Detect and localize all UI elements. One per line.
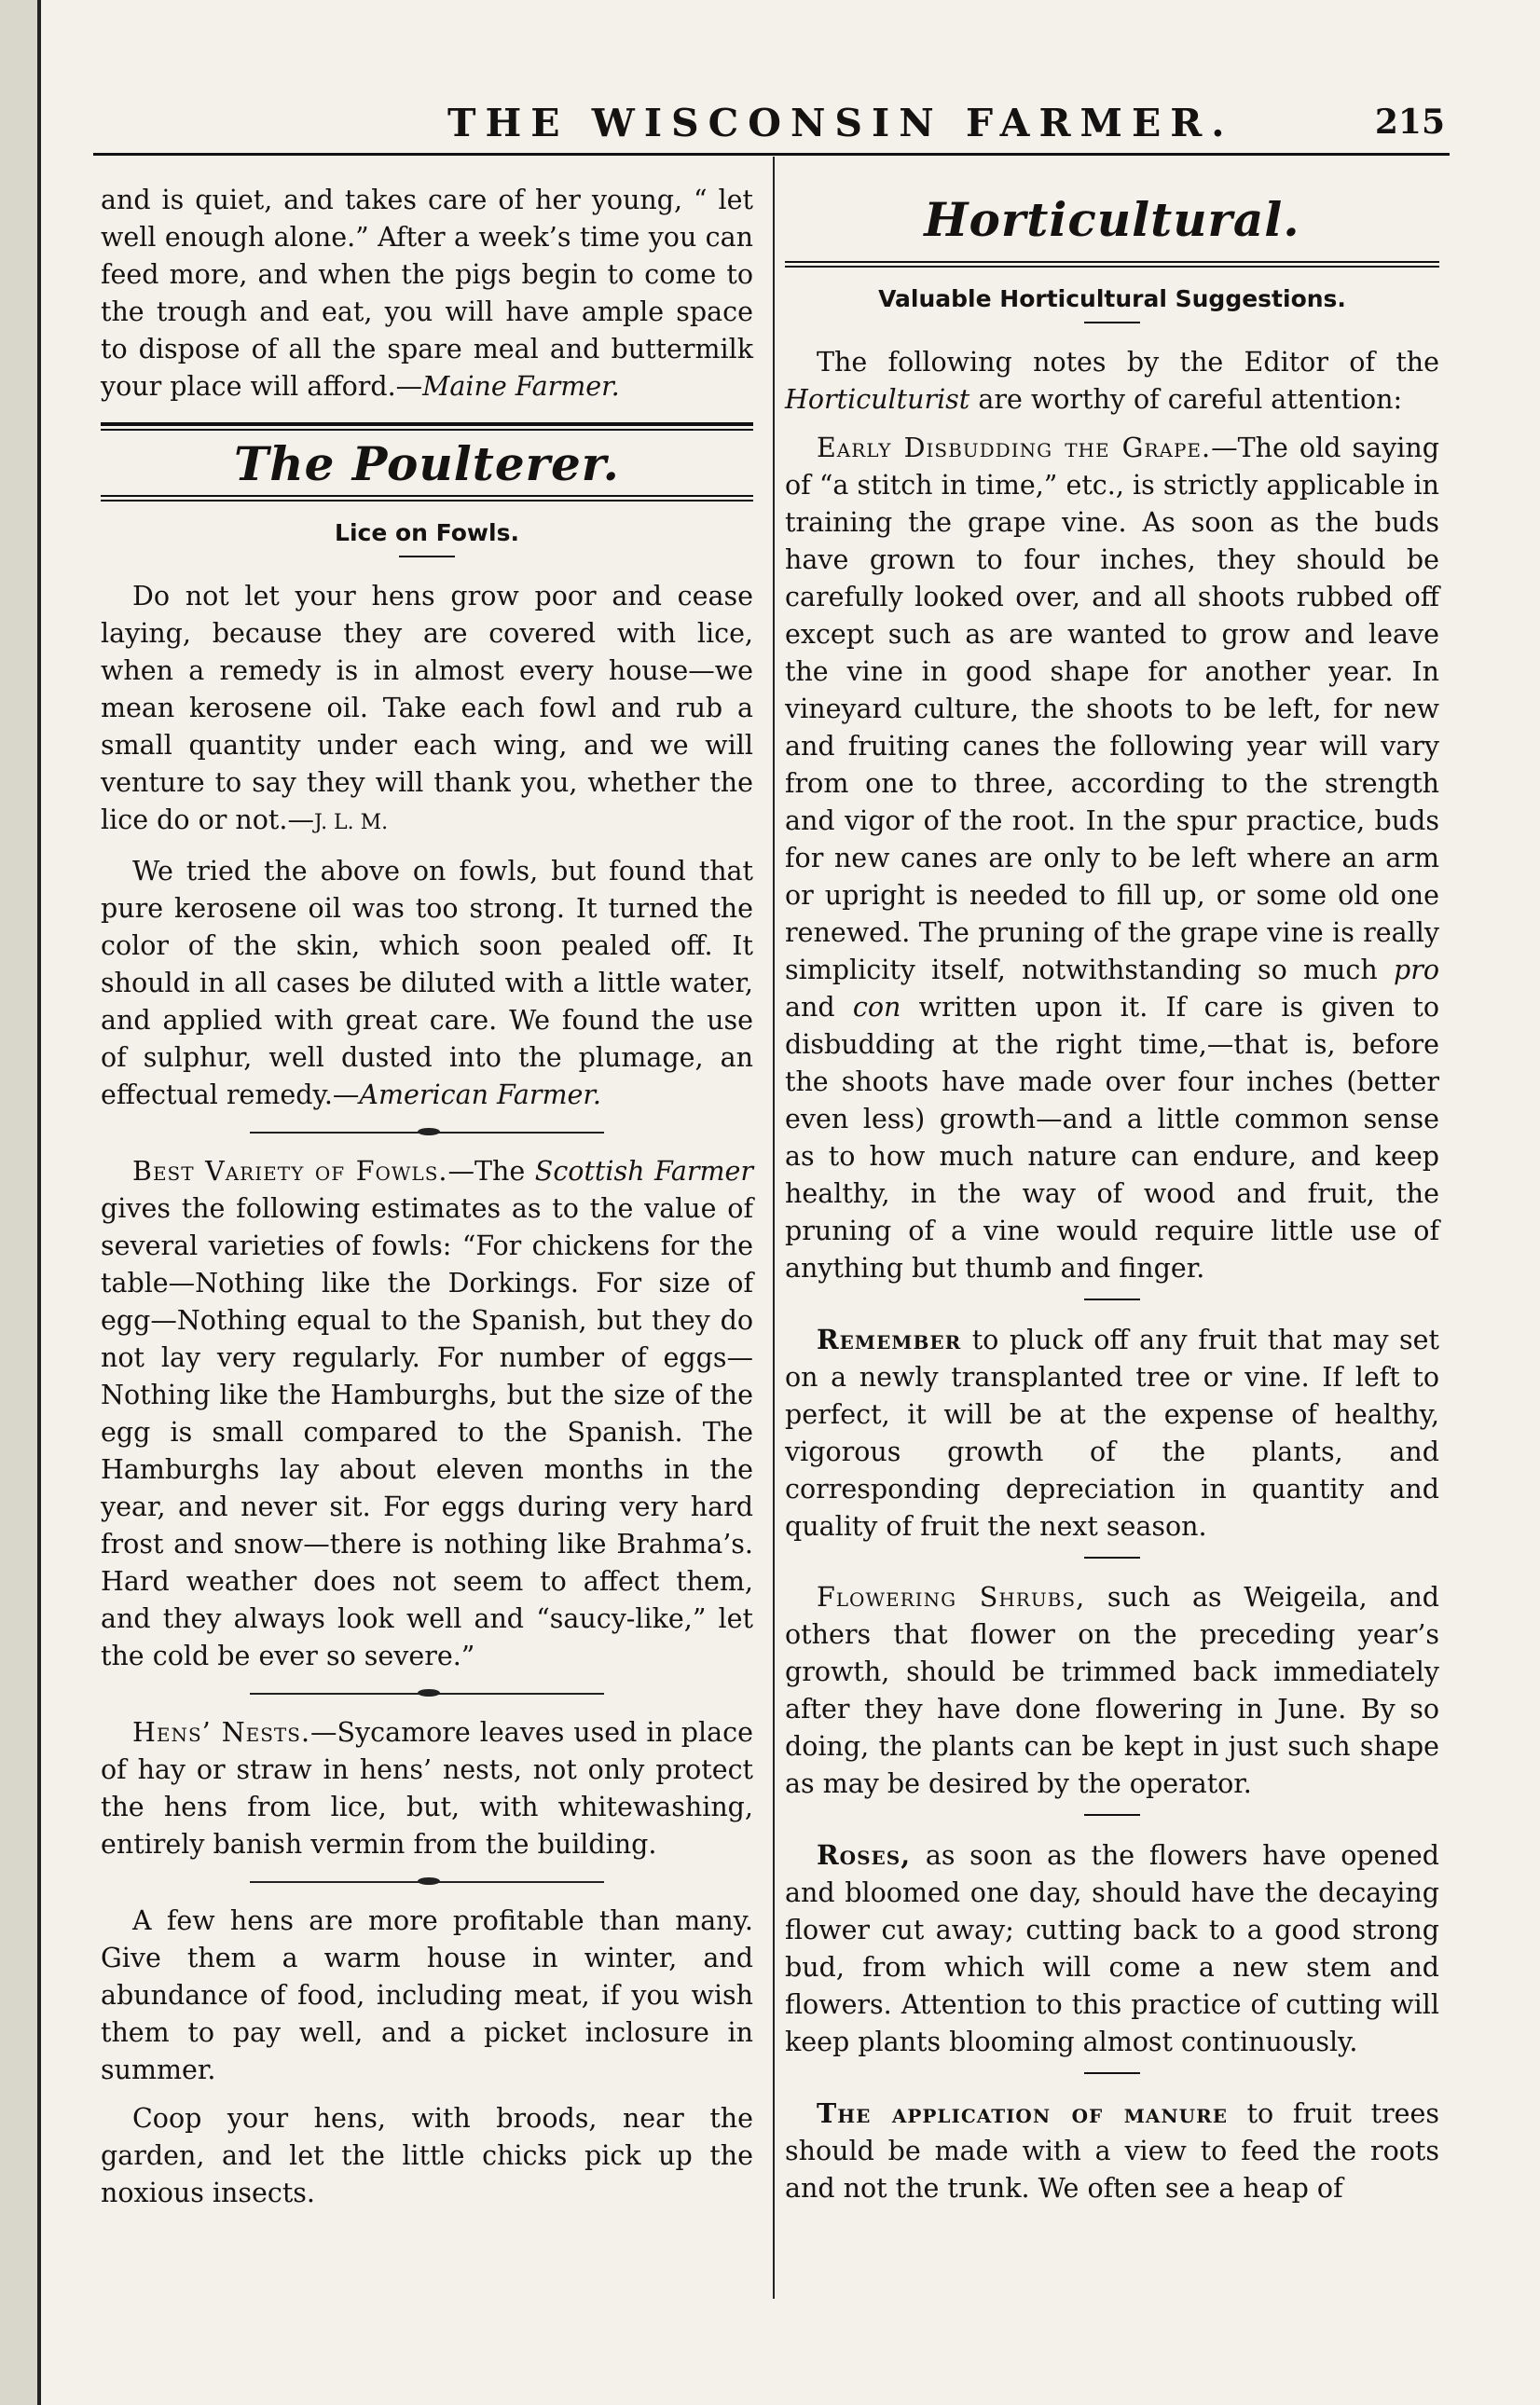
section-rule-thin — [785, 266, 1439, 268]
roses-lead: Roses, — [817, 1839, 912, 1871]
title-rule — [399, 556, 455, 557]
left-column — [101, 182, 753, 2223]
manure-paragraph: The application of manure to fruit trees should be made with a view to feed the roots and not the trunk. We often see a heap of — [785, 2097, 1439, 2204]
section-rule-heavy — [101, 422, 753, 426]
nests-paragraph: Hens’ Nests.—Sycamore leaves used in place of hay or straw in hens’ nests, not only protect the hens from lice, but, with whitewashing, entirely banish vermin from the building. — [101, 1717, 753, 1860]
intro-source: Horticulturist — [785, 384, 970, 415]
department-title-poulterer: The Poulterer. — [234, 436, 620, 491]
varieties-paragraph: Best Variety of Fowls.—The Scottish Farmer gives the following estimates as to the value of several varieties of fowls: “For chickens for the table—Nothing like the Dorkings. For size of egg—Nothing equal to the Spanish, but they do not lay very regularly. For number of eggs—Nothing like the Hamburghs, but the size of the egg is small compared to the Spanish. The Hamburghs lay about eleven months in the year, and never sit. For eggs during very hard frost and snow—there is nothing like Brahma’s. Hard weather does not seem to affect them, and they always look well and “saucy-like,” let the cold be ever so severe.” — [101, 1156, 753, 1671]
right-column — [785, 186, 1439, 2219]
page-header — [93, 101, 1454, 157]
coop-paragraph: Coop your hens, with broods, near the garden, and let the little chicks pick up the noxious insects. — [101, 2103, 753, 2208]
column-divider — [773, 157, 775, 2299]
article-title-lice: Lice on Fowls. — [335, 519, 519, 546]
article-title-horticultural: Valuable Horticultural Suggestions. — [878, 285, 1346, 312]
varieties-lead: Best Variety of Fowls. — [132, 1156, 448, 1187]
continuation-source: Maine Farmer. — [422, 371, 620, 402]
shrubs-paragraph: Flowering Shrubs, such as Weigeila, and others that flower on the preceding year’s growth, should be trimmed back immediately after they have done flowering in June. By so doing, the plants can be kept in just such shape as may be desired by the operator. — [785, 1582, 1439, 1799]
section-rule-thin — [101, 500, 753, 502]
remember-lead: Remember — [817, 1324, 962, 1355]
lice-paragraph-1: Do not let your hens grow poor and cease laying, because they are covered with lice, when a remedy is in almost every house—we mean kerosene oil. Take each fowl and rub a small quantity under each wing, and we will venture to say they will thank you, whether the lice do or not.—J. L. M. — [101, 581, 753, 835]
paragraph-rule — [1084, 1299, 1140, 1300]
roses-paragraph: Roses, as soon as the flowers have opened and bloomed one day, should have the decaying flower cut away; cutting back to a good strong bud, from which will come a new stem and flowers. Attention to this practice of cutting will keep plants blooming almost continuously. — [785, 1839, 1439, 2057]
paragraph-rule — [1084, 1814, 1140, 1816]
ornament-divider — [250, 1127, 604, 1136]
intro-paragraph: The following notes by the Editor of the Horticulturist are worthy of careful attention: — [785, 347, 1439, 415]
section-rule-thin — [785, 261, 1439, 263]
department-title-horticultural: Horticultural. — [924, 192, 1300, 247]
author-credit: J. L. M. — [313, 811, 389, 834]
paragraph-rule — [1084, 2072, 1140, 2074]
section-rule-thin — [101, 429, 753, 431]
nests-lead: Hens’ Nests. — [132, 1717, 311, 1748]
varieties-source: Scottish Farmer — [534, 1156, 753, 1187]
grape-paragraph: Early Disbudding the Grape.—The old saying of “a stitch in time,” etc., is strictly applicable in training the grape vine. As soon as the buds have grown to four inches, they should be carefully looked over, and all shoots rubbed off except such as are wanted to grow and leave the vine in good shape for another year. In vineyard culture, the shoots to be left, for new and fruiting canes the following year will vary from one to three, according to the strength and vigor of the root. In the spur practice, buds for new canes are only to be left where an arm or upright is needed to fill up, or some old one renewed. The pruning of the grape vine is really simplicity itself, notwithstanding so much pro and con written upon it. If care is given to disbudding at the right time,—that is, before the shoots have made over four inches (better even less) growth—and a little common sense as to how much nature can endure, and keep healthy, in the way of wood and fruit, the pruning of a vine would require little use of anything but thumb and finger. — [785, 433, 1439, 1284]
grape-lead: Early Disbudding the Grape. — [817, 433, 1212, 463]
continuation-paragraph: and is quiet, and takes care of her young, “ let well enough alone.” After a week’s time you can feed more, and when the pigs begin to come to the trough and eat, you will have ample space to dispose of all the spare meal and buttermilk your place will afford.—Maine Farmer. — [101, 185, 753, 402]
few-hens-paragraph: A few hens are more profitable than many. Give them a warm house in winter, and abundance of food, including meat, if you wish them to pay well, and a picket inclosure in summer. — [101, 1905, 753, 2085]
section-rule-thin — [101, 495, 753, 497]
paragraph-rule — [1084, 1557, 1140, 1559]
ornament-divider — [250, 1688, 604, 1697]
shrubs-lead: Flowering Shrubs, — [817, 1582, 1086, 1613]
title-rule — [1084, 322, 1140, 323]
remember-paragraph: Remember to pluck off any fruit that may set on a newly transplanted tree or vine. If left to perfect, it will be at the expense of healthy, vigorous growth of the plants, and corresponding depreciation in quantity and quality of fruit the next season. — [785, 1324, 1439, 1542]
lice-paragraph-2: We tried the above on fowls, but found that pure kerosene oil was too strong. It turned the color of the skin, which soon pealed off. It should in all cases be diluted with a little water, and applied with great care. We found the use of sulphur, well dusted into the plumage, an effectual remedy.—American Farmer. — [101, 856, 753, 1110]
header-rule — [93, 153, 1450, 156]
manure-lead: The application of manure — [817, 2097, 1228, 2129]
running-title: THE WISCONSIN FARMER. — [447, 101, 1234, 145]
ornament-divider — [250, 1876, 604, 1886]
source-credit: American Farmer. — [359, 1079, 601, 1110]
page-number: 215 — [1374, 103, 1445, 142]
binding-edge — [0, 0, 41, 2405]
